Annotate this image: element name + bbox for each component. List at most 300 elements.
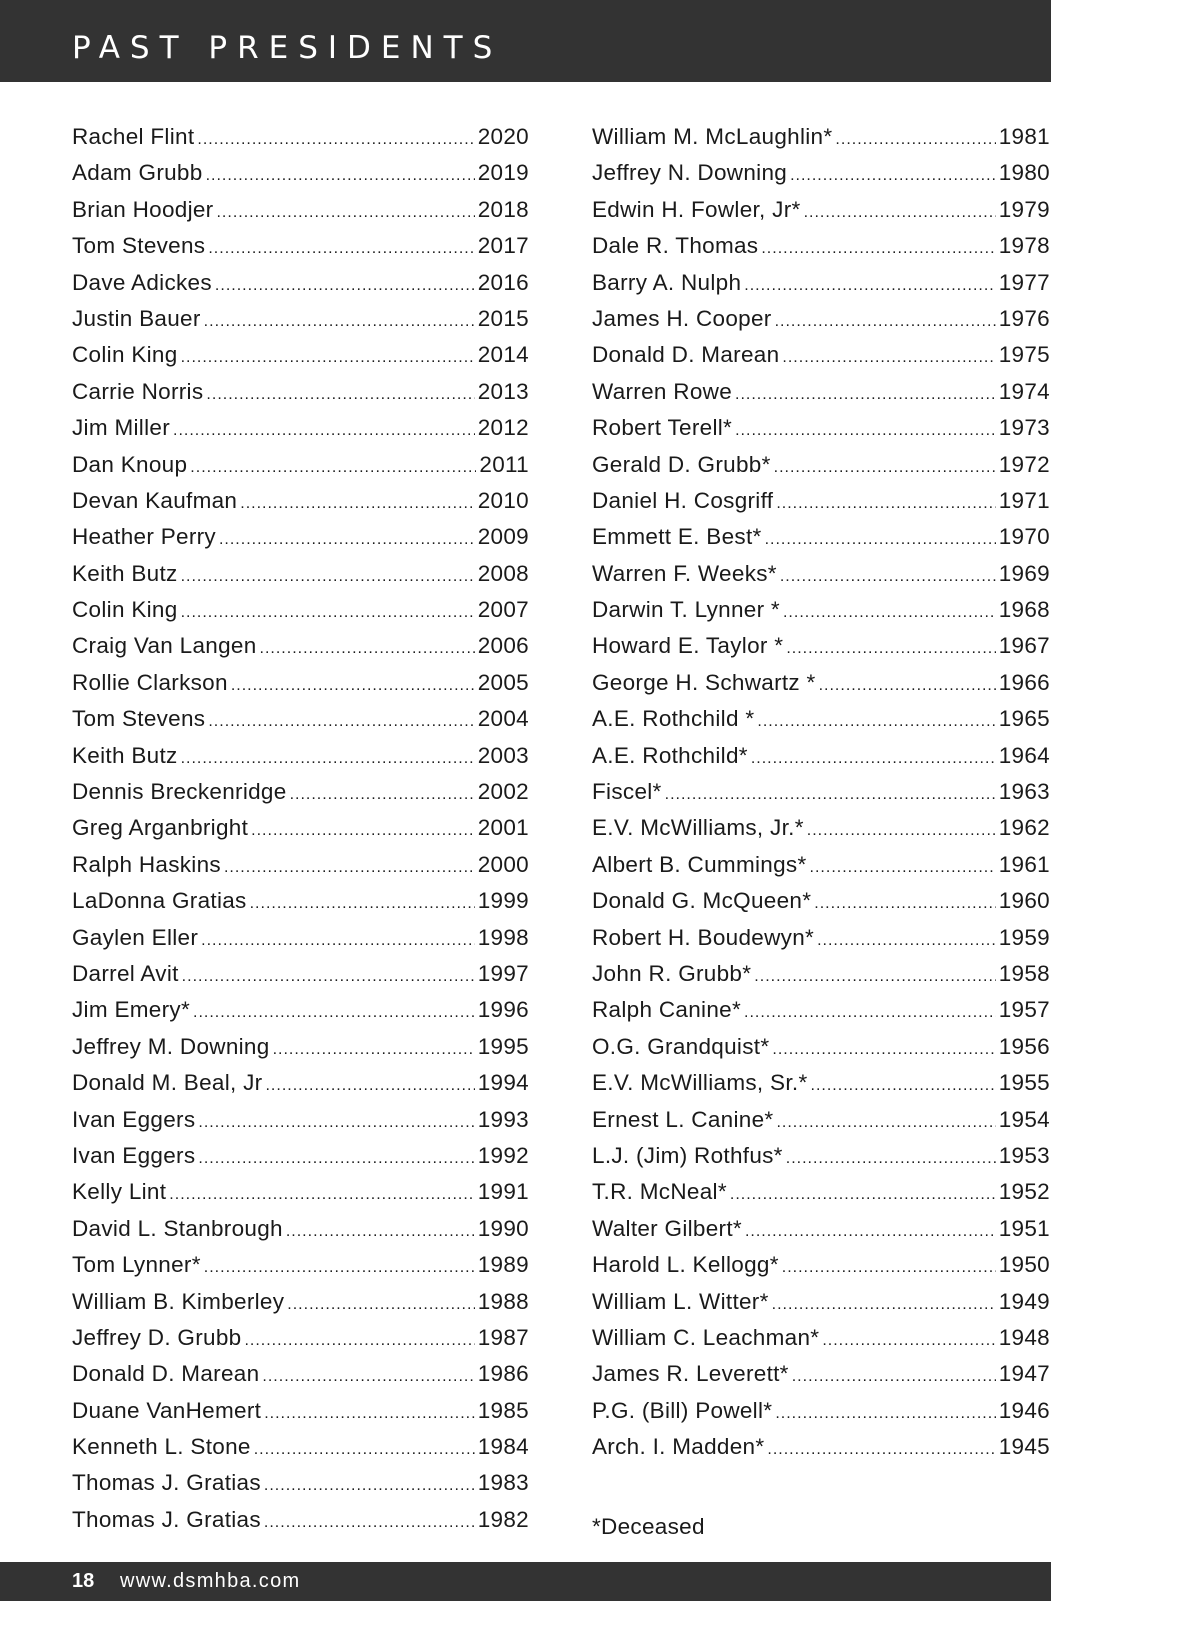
list-item	[72, 1507, 529, 1543]
dot-leader	[224, 859, 475, 877]
president-name: Ernest L. Canine*	[592, 1106, 774, 1132]
term-year: 1975	[998, 342, 1050, 368]
term-year: 2019	[477, 160, 529, 186]
list-item	[72, 597, 529, 633]
dot-leader	[780, 568, 996, 586]
list-item	[72, 743, 529, 779]
term-year: 1986	[477, 1361, 529, 1387]
president-name: Walter Gilbert*	[592, 1215, 742, 1241]
list-item	[592, 233, 1050, 269]
president-name: Greg Arganbright	[72, 815, 249, 841]
list-item	[72, 1325, 529, 1361]
term-year: 2000	[477, 851, 529, 877]
president-name: Albert B. Cummings*	[592, 851, 807, 877]
term-year: 1968	[998, 597, 1050, 623]
president-name: William B. Kimberley	[72, 1288, 285, 1314]
president-name: Jeffrey M. Downing	[72, 1033, 270, 1059]
president-name: O.G. Grandquist*	[592, 1033, 770, 1059]
term-year: 1982	[477, 1506, 529, 1532]
president-name: Rollie Clarkson	[72, 669, 228, 695]
term-year: 1952	[998, 1179, 1050, 1205]
president-name: James H. Cooper	[592, 305, 772, 331]
list-item	[72, 452, 529, 488]
president-name: Brian Hoodjer	[72, 196, 214, 222]
dot-leader	[745, 1223, 996, 1241]
dot-leader	[181, 750, 475, 768]
list-item	[592, 524, 1050, 560]
list-item	[592, 1434, 1050, 1470]
list-item	[72, 670, 529, 706]
list-item	[72, 1179, 529, 1215]
term-year: 1993	[477, 1106, 529, 1132]
dot-leader	[215, 277, 475, 295]
president-name: Devan Kaufman	[72, 487, 238, 513]
president-name: T.R. McNeal*	[592, 1179, 727, 1205]
list-item	[72, 1434, 529, 1470]
presidents-list-right	[592, 124, 1050, 1470]
list-item	[72, 233, 529, 269]
dot-leader	[264, 1405, 475, 1423]
dot-leader	[198, 1114, 474, 1132]
president-name: Justin Bauer	[72, 305, 201, 331]
dot-leader	[181, 349, 475, 367]
term-year: 2018	[477, 196, 529, 222]
president-name: Dave Adickes	[72, 269, 212, 295]
dot-leader	[201, 932, 475, 950]
term-year: 1978	[998, 233, 1050, 259]
president-name: Jim Emery*	[72, 997, 191, 1023]
list-item	[72, 342, 529, 378]
dot-leader	[783, 604, 996, 622]
term-year: 1989	[477, 1252, 529, 1278]
president-name: A.E. Rothchild *	[592, 706, 755, 732]
president-name: Dan Knoup	[72, 451, 188, 477]
list-item	[72, 124, 529, 160]
president-name: Colin King	[72, 342, 178, 368]
president-name: Daniel H. Cosgriff	[592, 487, 774, 513]
dot-leader	[730, 1186, 996, 1204]
term-year: 2007	[477, 597, 529, 623]
term-year: 1979	[998, 196, 1050, 222]
term-year: 1973	[998, 415, 1050, 441]
dot-leader	[776, 1114, 995, 1132]
term-year: 2015	[477, 305, 529, 331]
term-year: 1946	[998, 1397, 1050, 1423]
list-item	[72, 1252, 529, 1288]
term-year: 1984	[477, 1434, 529, 1460]
list-item	[592, 1289, 1050, 1325]
dot-leader	[775, 313, 996, 331]
term-year: 1983	[477, 1470, 529, 1496]
list-item	[592, 1398, 1050, 1434]
president-name: Dale R. Thomas	[592, 233, 759, 259]
list-item	[72, 561, 529, 597]
list-item	[592, 415, 1050, 451]
list-item	[72, 1143, 529, 1179]
term-year: 1965	[998, 706, 1050, 732]
dot-leader	[264, 1477, 475, 1495]
president-name: Darrel Avit	[72, 960, 179, 986]
term-year: 1947	[998, 1361, 1050, 1387]
dot-leader	[219, 531, 475, 549]
president-name: Howard E. Taylor *	[592, 633, 784, 659]
term-year: 1981	[998, 124, 1050, 149]
list-item	[592, 124, 1050, 160]
dot-leader	[786, 640, 995, 658]
dot-leader	[260, 640, 475, 658]
term-year: 2008	[477, 560, 529, 586]
term-year: 1971	[998, 487, 1050, 513]
header-bar	[0, 0, 1051, 82]
list-item	[592, 1107, 1050, 1143]
term-year: 1954	[998, 1106, 1050, 1132]
list-item	[72, 633, 529, 669]
dot-leader	[273, 1041, 475, 1059]
president-name: Warren Rowe	[592, 378, 733, 404]
term-year: 1967	[998, 633, 1050, 659]
president-name: William M. McLaughlin*	[592, 124, 833, 149]
dot-leader	[810, 859, 996, 877]
president-name: William L. Witter*	[592, 1288, 769, 1314]
president-name: Jeffrey N. Downing	[592, 160, 788, 186]
president-name: George H. Schwartz *	[592, 669, 816, 695]
dot-leader	[819, 677, 996, 695]
list-item	[592, 1361, 1050, 1397]
president-name: Tom Stevens	[72, 233, 206, 259]
term-year: 1999	[477, 888, 529, 914]
list-item	[592, 379, 1050, 415]
president-name: Keith Butz	[72, 560, 178, 586]
list-item	[592, 488, 1050, 524]
page-number: 18	[72, 1570, 95, 1592]
dot-leader	[173, 422, 475, 440]
dot-leader	[811, 1077, 996, 1095]
term-year: 1950	[998, 1252, 1050, 1278]
dot-leader	[792, 1368, 996, 1386]
president-name: Dennis Breckenridge	[72, 779, 287, 805]
term-year: 1969	[998, 560, 1050, 586]
president-name: LaDonna Gratias	[72, 888, 247, 914]
term-year: 1970	[998, 524, 1050, 550]
dot-leader	[197, 131, 474, 149]
dot-leader	[744, 277, 995, 295]
dot-leader	[287, 1296, 474, 1314]
president-name: Donald G. McQueen*	[592, 888, 812, 914]
president-name: Ivan Eggers	[72, 1106, 196, 1132]
list-item	[592, 452, 1050, 488]
president-name: Donald M. Beal, Jr	[72, 1070, 263, 1096]
term-year: 2009	[477, 524, 529, 550]
dot-leader	[181, 568, 475, 586]
list-item	[72, 1216, 529, 1252]
list-item	[592, 997, 1050, 1033]
dot-leader	[754, 968, 995, 986]
dot-leader	[231, 677, 475, 695]
dot-leader	[208, 240, 474, 258]
list-item	[592, 925, 1050, 961]
list-item	[72, 852, 529, 888]
term-year: 1992	[477, 1142, 529, 1168]
term-year: 1951	[998, 1215, 1050, 1241]
president-name: Tom Lynner*	[72, 1252, 201, 1278]
president-name: Barry A. Nulph	[592, 269, 742, 295]
term-year: 1961	[998, 851, 1050, 877]
presidents-list-left	[72, 124, 529, 1543]
president-name: Craig Van Langen	[72, 633, 257, 659]
dot-leader	[757, 713, 995, 731]
president-name: Arch. I. Madden*	[592, 1434, 765, 1460]
dot-leader	[264, 1514, 475, 1532]
term-year: 1988	[477, 1288, 529, 1314]
dot-leader	[193, 1004, 475, 1022]
president-name: Kenneth L. Stone	[72, 1434, 251, 1460]
term-year: 1966	[998, 669, 1050, 695]
president-name: Heather Perry	[72, 524, 216, 550]
dot-leader	[767, 1441, 995, 1459]
list-item	[592, 961, 1050, 997]
term-year: 1962	[998, 815, 1050, 841]
list-item	[72, 1470, 529, 1506]
list-item	[72, 524, 529, 560]
dot-leader	[286, 1223, 475, 1241]
term-year: 1980	[998, 160, 1050, 186]
list-item	[592, 743, 1050, 779]
president-name: Thomas J. Gratias	[72, 1470, 261, 1496]
list-item	[592, 597, 1050, 633]
list-item	[72, 1070, 529, 1106]
list-item	[72, 1107, 529, 1143]
dot-leader	[262, 1368, 474, 1386]
list-item	[592, 197, 1050, 233]
term-year: 2003	[477, 742, 529, 768]
president-name: A.E. Rothchild*	[592, 742, 748, 768]
dot-leader	[208, 713, 474, 731]
list-item	[592, 1252, 1050, 1288]
list-item	[72, 815, 529, 851]
term-year: 1964	[998, 742, 1050, 768]
term-year: 1963	[998, 779, 1050, 805]
president-name: E.V. McWilliams, Jr.*	[592, 815, 804, 841]
term-year: 1956	[998, 1033, 1050, 1059]
president-name: John R. Grubb*	[592, 960, 752, 986]
dot-leader	[244, 1332, 474, 1350]
footer-bar	[0, 1562, 1051, 1601]
dot-leader	[290, 786, 475, 804]
term-year: 1990	[477, 1215, 529, 1241]
dot-leader	[735, 386, 996, 404]
list-item	[592, 561, 1050, 597]
list-item	[72, 488, 529, 524]
list-item	[592, 1034, 1050, 1070]
term-year: 1945	[998, 1434, 1050, 1460]
list-item	[592, 306, 1050, 342]
list-item	[72, 1289, 529, 1325]
president-name: Ivan Eggers	[72, 1142, 196, 1168]
term-year: 2012	[477, 415, 529, 441]
dot-leader	[804, 204, 996, 222]
dot-leader	[786, 1150, 996, 1168]
term-year: 1977	[998, 269, 1050, 295]
term-year: 1976	[998, 305, 1050, 331]
president-name: David L. Stanbrough	[72, 1215, 283, 1241]
dot-leader	[250, 895, 475, 913]
president-name: E.V. McWilliams, Sr.*	[592, 1070, 808, 1096]
president-name: Kelly Lint	[72, 1179, 167, 1205]
dot-leader	[807, 822, 996, 840]
president-name: Gerald D. Grubb*	[592, 451, 771, 477]
dot-leader	[782, 1259, 996, 1277]
president-name: Rachel Flint	[72, 124, 195, 149]
term-year: 2005	[477, 669, 529, 695]
president-name: L.J. (Jim) Rothfus*	[592, 1142, 783, 1168]
list-item	[72, 270, 529, 306]
president-name: Duane VanHemert	[72, 1397, 262, 1423]
dot-leader	[772, 1041, 995, 1059]
president-name: Robert H. Boudewyn*	[592, 924, 815, 950]
term-year: 1957	[998, 997, 1050, 1023]
list-item	[72, 306, 529, 342]
president-name: Darwin T. Lynner *	[592, 597, 780, 623]
dot-leader	[665, 786, 996, 804]
dot-leader	[216, 204, 474, 222]
term-year: 1987	[477, 1324, 529, 1350]
dot-leader	[775, 1405, 995, 1423]
list-item	[72, 925, 529, 961]
list-item	[592, 160, 1050, 196]
list-item	[592, 1325, 1050, 1361]
term-year: 1998	[477, 924, 529, 950]
term-year: 1949	[998, 1288, 1050, 1314]
dot-leader	[761, 240, 995, 258]
dot-leader	[182, 968, 475, 986]
term-year: 1991	[477, 1179, 529, 1205]
dot-leader	[774, 459, 996, 477]
president-name: Warren F. Weeks*	[592, 560, 777, 586]
list-item	[592, 852, 1050, 888]
dot-leader	[790, 167, 996, 185]
term-year: 1994	[477, 1070, 529, 1096]
dot-leader	[169, 1186, 474, 1204]
president-name: Robert Terell*	[592, 415, 733, 441]
list-item	[72, 888, 529, 924]
list-item	[72, 197, 529, 233]
president-name: Emmett E. Best*	[592, 524, 762, 550]
dot-leader	[181, 604, 475, 622]
list-item	[592, 779, 1050, 815]
website-url: www.dsmhba.com	[120, 1570, 301, 1592]
dot-leader	[817, 932, 996, 950]
president-name: P.G. (Bill) Powell*	[592, 1397, 773, 1423]
term-year: 1948	[998, 1324, 1050, 1350]
dot-leader	[190, 459, 476, 477]
dot-leader	[782, 349, 995, 367]
president-name: Keith Butz	[72, 742, 178, 768]
president-name: Tom Stevens	[72, 706, 206, 732]
term-year: 1995	[477, 1033, 529, 1059]
term-year: 1985	[477, 1397, 529, 1423]
list-item	[592, 342, 1050, 378]
dot-leader	[735, 422, 996, 440]
term-year: 1997	[477, 960, 529, 986]
president-name: Thomas J. Gratias	[72, 1506, 261, 1532]
list-item	[592, 1070, 1050, 1106]
president-name: Adam Grubb	[72, 160, 203, 186]
president-name: Ralph Haskins	[72, 851, 221, 877]
term-year: 2017	[477, 233, 529, 259]
dot-leader	[814, 895, 995, 913]
list-item	[72, 1398, 529, 1434]
president-name: Carrie Norris	[72, 378, 204, 404]
list-item	[72, 997, 529, 1033]
page-title: PAST PRESIDENTS	[72, 30, 503, 66]
president-name: James R. Leverett*	[592, 1361, 789, 1387]
president-name: Jim Miller	[72, 415, 170, 441]
dot-leader	[204, 313, 475, 331]
list-item	[592, 633, 1050, 669]
term-year: 2010	[477, 487, 529, 513]
dot-leader	[772, 1296, 996, 1314]
list-item	[72, 1034, 529, 1070]
president-name: Fiscel*	[592, 779, 662, 805]
term-year: 2013	[477, 378, 529, 404]
dot-leader	[240, 495, 474, 513]
list-item	[592, 888, 1050, 924]
list-item	[592, 670, 1050, 706]
term-year: 1958	[998, 960, 1050, 986]
term-year: 1955	[998, 1070, 1050, 1096]
term-year: 1996	[477, 997, 529, 1023]
dot-leader	[254, 1441, 475, 1459]
president-name: Ralph Canine*	[592, 997, 741, 1023]
dot-leader	[198, 1150, 474, 1168]
list-item	[592, 706, 1050, 742]
term-year: 2006	[477, 633, 529, 659]
list-item	[592, 1179, 1050, 1215]
dot-leader	[765, 531, 996, 549]
list-item	[592, 270, 1050, 306]
term-year: 1959	[998, 924, 1050, 950]
list-item	[592, 1216, 1050, 1252]
president-name: Donald D. Marean	[72, 1361, 260, 1387]
term-year: 2014	[477, 342, 529, 368]
president-name: Donald D. Marean	[592, 342, 780, 368]
dot-leader	[744, 1004, 996, 1022]
president-name: Colin King	[72, 597, 178, 623]
term-year: 2002	[477, 779, 529, 805]
president-name: Jeffrey D. Grubb	[72, 1324, 242, 1350]
president-name: Edwin H. Fowler, Jr*	[592, 196, 801, 222]
dot-leader	[206, 167, 475, 185]
dot-leader	[751, 750, 996, 768]
dot-leader	[776, 495, 995, 513]
president-name: Harold L. Kellogg*	[592, 1252, 779, 1278]
deceased-footnote: *Deceased	[592, 1514, 705, 1539]
term-year: 1972	[998, 451, 1050, 477]
list-item	[72, 415, 529, 451]
list-item	[72, 1361, 529, 1397]
term-year: 2020	[477, 124, 529, 149]
president-name: William C. Leachman*	[592, 1324, 820, 1350]
term-year: 1960	[998, 888, 1050, 914]
president-name: Gaylen Eller	[72, 924, 199, 950]
list-item	[72, 706, 529, 742]
dot-leader	[204, 1259, 475, 1277]
term-year: 2016	[477, 269, 529, 295]
list-item	[592, 1143, 1050, 1179]
dot-leader	[265, 1077, 474, 1095]
term-year: 2004	[477, 706, 529, 732]
list-item	[72, 379, 529, 415]
